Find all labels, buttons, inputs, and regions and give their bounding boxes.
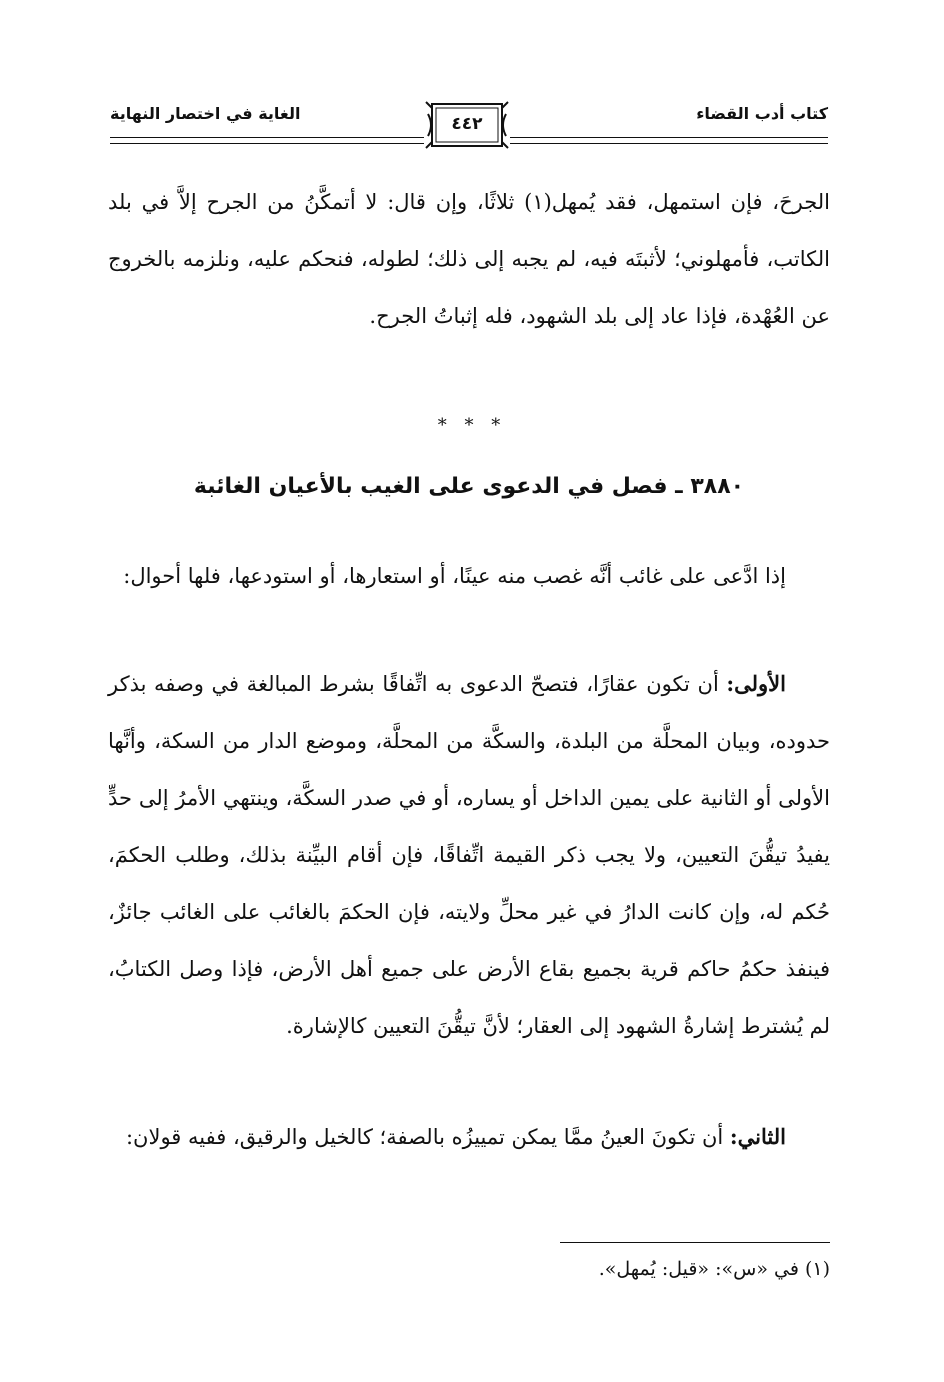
page-number-frame: [424, 100, 510, 150]
running-head-title: الغاية في اختصار النهاية: [110, 104, 301, 123]
running-head-section: كتاب أدب القضاء: [696, 104, 828, 123]
paragraph-intro: إذا ادَّعى على غائب أنَّه غصب منه عينًا، أو استعارها، أو استودعها، فلها أحوال:: [123, 564, 786, 588]
case-text: أن تكونَ العينُ ممَّا يمكن تمييزُه بالصفة؛ كالخيل والرقيق، ففيه قولان:: [125, 1125, 730, 1149]
page-header: [110, 92, 828, 154]
footnote: (١) في «س»: «قيل: يُمهل».: [598, 1258, 830, 1280]
footnote-rule: [560, 1242, 830, 1243]
case-label: الثاني:: [729, 1124, 786, 1149]
paragraph-continuation: الجرحَ، فإن استمهل، فقد يُمهل(١) ثلاثًا، وإن قال: لا أتمكَّنُ من الجرح إلاَّ في بلد الكاتب، فأمهلوني؛ لأثبتَه فيه، لم يجبه إلى ذلك؛ لطوله، فنحكم عليه، ونلزمه بالخروج عن العُهْدة، فإذا عاد إلى بلد الشهود، فله إثباتُ الجرح.: [108, 190, 831, 328]
paragraph-first-case: [108, 655, 830, 1055]
page-number: ٤٤٢: [451, 114, 483, 134]
case-label: الأولى:: [726, 671, 786, 696]
paragraph-second-case: [108, 1108, 830, 1166]
section-heading: ٣٨٨٠ ـ فصل في الدعوى على الغيب بالأعيان الغائبة: [193, 474, 745, 499]
section-separator: * * *: [437, 415, 507, 436]
case-text: أن تكون عقارًا، فتصحّ الدعوى به اتِّفاقًا بشرط المبالغة في وصفه بذكر حدوده، وبيان المحلَّة من البلدة، والسكَّة من المحلَّة، وموضع الدار من السكة، وأنَّها الأولى أو الثانية على يمين الداخل أو يساره، أو في صدر السكَّة، وينتهي الأمرُ إلى حدٍّ يفيدُ تيقُّنَ التعيين، ولا يجب ذكر القيمة اتِّفاقًا، فإن أقام البيِّنة بذلك، وطلب الحكمَ، حُكم له، وإن كانت الدارُ في غير محلِّ ولايته، فإن الحكمَ بالغائب على الغائب جائزٌ، فينفذ حكمُ حاكم قرية بجميع بقاع الأرض على جميع أهل الأرض، فإذا وصل الكتابُ، لم يُشترط إشارةُ الشهود إلى العقار؛ لأنَّ تيقُّنَ التعيين كالإشارة.: [108, 672, 830, 1038]
